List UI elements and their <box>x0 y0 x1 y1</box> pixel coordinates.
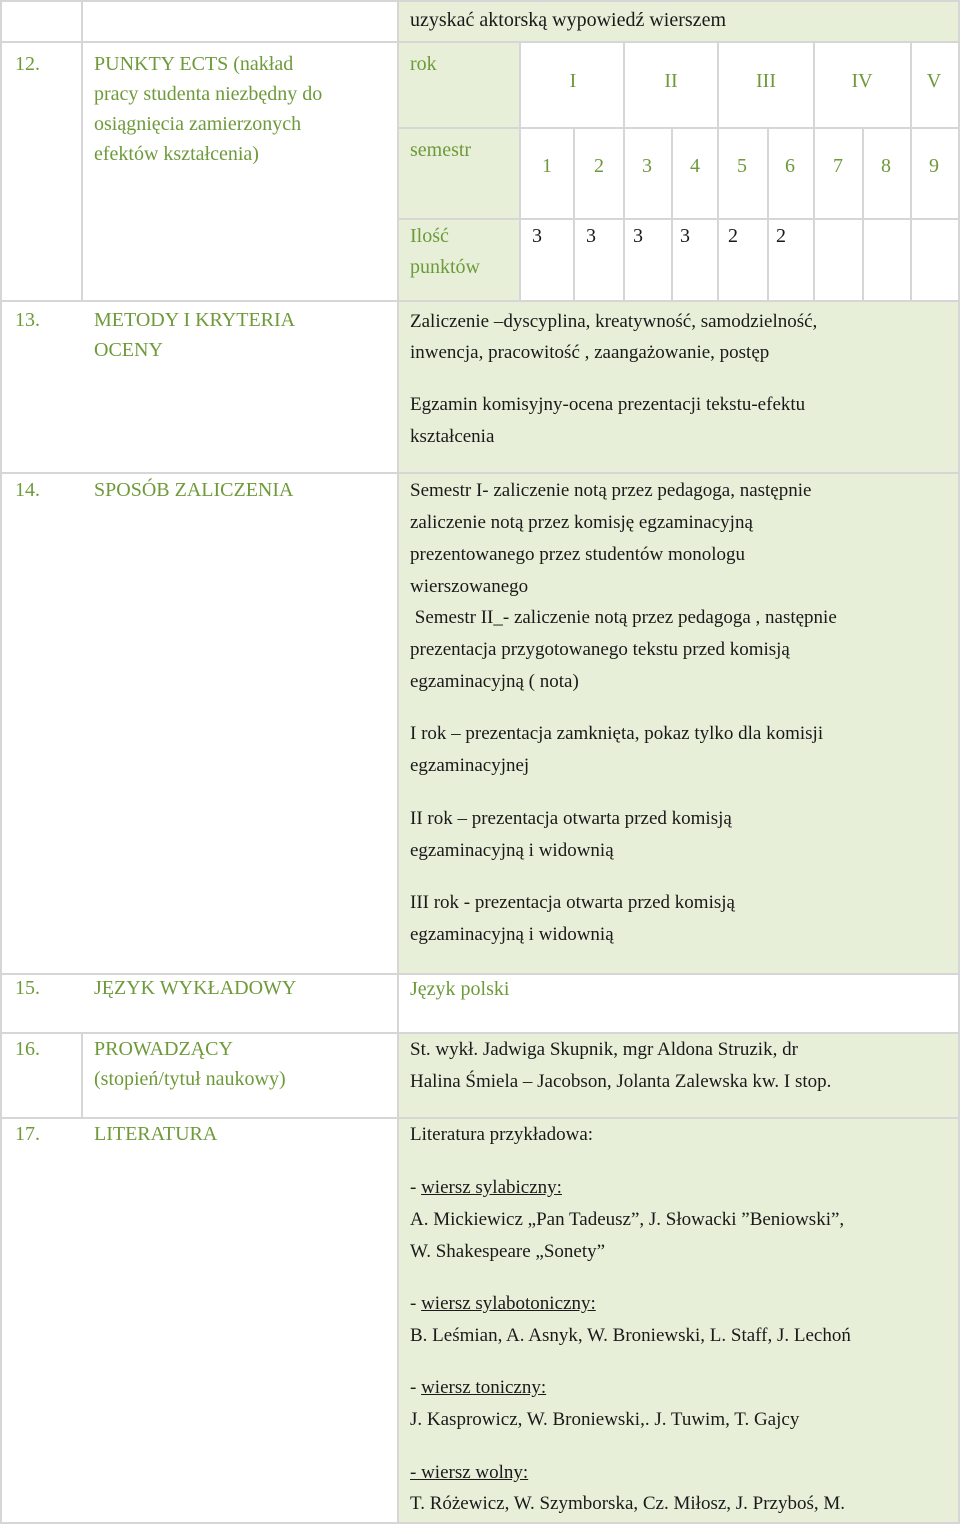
rok-label: rok <box>410 53 437 75</box>
row-14-text-line: zaliczenie notą przez komisję egzaminacyjną <box>410 512 753 533</box>
border-sem-4 <box>717 128 719 302</box>
border-row-14 <box>0 472 960 474</box>
points-label-line: Ilość <box>410 225 449 247</box>
row-16-number: 16. <box>15 1038 40 1060</box>
year-cell: IV <box>851 70 873 92</box>
border-sem-7 <box>862 128 864 302</box>
row-14-text-line: wierszowanego <box>410 576 529 597</box>
border-sem-8 <box>910 128 912 302</box>
literature-line: W. Shakespeare „Sonety” <box>410 1241 606 1262</box>
border-sem-5 <box>767 128 769 302</box>
dash: - <box>410 1293 422 1314</box>
points-cell: 2 <box>728 225 738 247</box>
semester-cell: 1 <box>542 155 552 177</box>
dash: - <box>410 1177 422 1198</box>
row-14-text-line: egzaminacyjną ( nota) <box>410 671 579 692</box>
heading-text: wiersz sylabotoniczny: <box>421 1293 596 1314</box>
row-14-text-line: prezentacja przygotowanego tekstu przed komisją <box>410 639 790 660</box>
semester-cell: 5 <box>737 155 747 177</box>
heading-text: - wiersz wolny: <box>410 1462 529 1483</box>
heading-text: wiersz sylabiczny: <box>421 1177 562 1198</box>
border-number-col-12 <box>81 42 83 302</box>
row-12-number: 12. <box>15 53 40 75</box>
row-14-text-line: III rok - prezentacja otwarta przed komisją <box>410 892 735 913</box>
border-year-3 <box>813 42 815 128</box>
border-ects-rok <box>397 127 960 129</box>
border-number-col-16 <box>81 1032 83 1118</box>
border-year-1 <box>623 42 625 128</box>
row-16-text-line: Halina Śmiela – Jacobson, Jolanta Zalewska kw. I stop. <box>410 1071 832 1092</box>
row-14-text-line: prezentowanego przez studentów monologu <box>410 544 746 565</box>
literature-group-heading <box>410 1289 596 1319</box>
border-sem-6 <box>813 128 815 302</box>
row-14-text-line: II rok – prezentacja otwarta przed komisją <box>410 808 732 829</box>
row-12-title-line: PUNKTY ECTS (nakład <box>94 53 294 75</box>
row-13-text-line: inwencja, pracowitość , zaangażowanie, postęp <box>410 342 770 363</box>
points-cell: 3 <box>680 225 690 247</box>
points-cell: 2 <box>776 225 786 247</box>
semester-cell: 4 <box>690 155 700 177</box>
border-number-col <box>81 0 83 42</box>
row-15-title: JĘZYK WYKŁADOWY <box>94 977 297 999</box>
row-13-text-line: kształcenia <box>410 426 495 447</box>
border-sem-1 <box>573 128 575 302</box>
semester-cell: 3 <box>642 155 652 177</box>
literature-line: A. Mickiewicz „Pan Tadeusz”, J. Słowacki ”Beniowski”, <box>410 1209 845 1230</box>
literature-line: B. Leśmian, A. Asnyk, W. Broniewski, L. Staff, J. Lechoń <box>410 1325 851 1346</box>
points-cell: 3 <box>633 225 643 247</box>
border-ects-semestr <box>397 218 960 220</box>
semestr-label: semestr <box>410 139 472 161</box>
row-11-content: uzyskać aktorską wypowiedź wierszem <box>410 9 726 31</box>
row-13-text-line: Zaliczenie –dyscyplina, kreatywność, samodzielność, <box>410 311 818 332</box>
row-12-title-line: osiągnięcia zamierzonych <box>94 113 302 135</box>
border-year-4 <box>910 42 912 128</box>
points-label-line: punktów <box>410 256 480 278</box>
literature-line: J. Kasprowicz, W. Broniewski,. J. Tuwim, T. Gajcy <box>410 1409 800 1430</box>
row-16-title-line: (stopień/tytuł naukowy) <box>94 1068 286 1090</box>
semester-cell: 8 <box>881 155 891 177</box>
heading-text: wiersz toniczny: <box>421 1377 547 1398</box>
row-13-number: 13. <box>15 309 40 331</box>
border-sem-3 <box>671 128 673 302</box>
row-13-title-line: OCENY <box>94 339 163 361</box>
row-16-text-line: St. wykł. Jadwiga Skupnik, mgr Aldona Struzik, dr <box>410 1039 798 1060</box>
row-14-text-line: egzaminacyjną i widownią <box>410 840 614 861</box>
row-12-title-line: pracy studenta niezbędny do <box>94 83 323 105</box>
row-17-number: 17. <box>15 1123 40 1145</box>
border-sem-2 <box>623 128 625 302</box>
year-cell: I <box>569 70 577 92</box>
row-14-text-line: Semestr I- zaliczenie notą przez pedagoga, następnie <box>410 480 812 501</box>
literature-group-heading <box>410 1373 546 1403</box>
row-12-title-line: efektów kształcenia) <box>94 143 259 165</box>
row-15-content: Język polski <box>410 978 510 1000</box>
literature-group-heading <box>410 1173 562 1203</box>
year-cell: II <box>664 70 678 92</box>
row-14-text-line: Semestr II_- zaliczenie notą przez pedagoga , następnie <box>410 607 837 628</box>
semester-cell: 2 <box>594 155 604 177</box>
row-13-title-line: METODY I KRYTERIA <box>94 309 296 331</box>
row-14-text-line: I rok – prezentacja zamknięta, pokaz tylko dla komisji <box>410 723 824 744</box>
literature-group-heading <box>410 1458 528 1488</box>
row-16-title-line: PROWADZĄCY <box>94 1038 233 1060</box>
border-content-col <box>397 0 399 1524</box>
points-cell: 3 <box>586 225 596 247</box>
border-top <box>0 0 960 2</box>
row-17-title: LITERATURA <box>94 1123 218 1145</box>
border-row-13 <box>0 300 960 302</box>
semester-cell: 9 <box>929 155 939 177</box>
year-cell: III <box>756 70 776 92</box>
row-14-text-line: egzaminacyjną i widownią <box>410 924 614 945</box>
row-13-text-line: Egzamin komisyjny-ocena prezentacji tekstu-efektu <box>410 394 806 415</box>
border-row-12 <box>0 41 960 43</box>
literature-intro: Literatura przykładowa: <box>410 1124 594 1145</box>
border-year-2 <box>717 42 719 128</box>
border-left <box>0 0 2 1524</box>
year-cell: V <box>926 70 942 92</box>
border-ects-inner <box>519 42 521 302</box>
literature-line: T. Różewicz, W. Szymborska, Cz. Miłosz, J. Przyboś, M. <box>410 1493 846 1514</box>
row-14-text-line: egzaminacyjnej <box>410 755 530 776</box>
points-cell: 3 <box>532 225 542 247</box>
row-14-title: SPOSÓB ZALICZENIA <box>94 479 294 501</box>
row-14-number: 14. <box>15 479 40 501</box>
semester-cell: 7 <box>833 155 843 177</box>
dash: - <box>410 1377 422 1398</box>
row-15-number: 15. <box>15 977 40 999</box>
semester-cell: 6 <box>785 155 795 177</box>
